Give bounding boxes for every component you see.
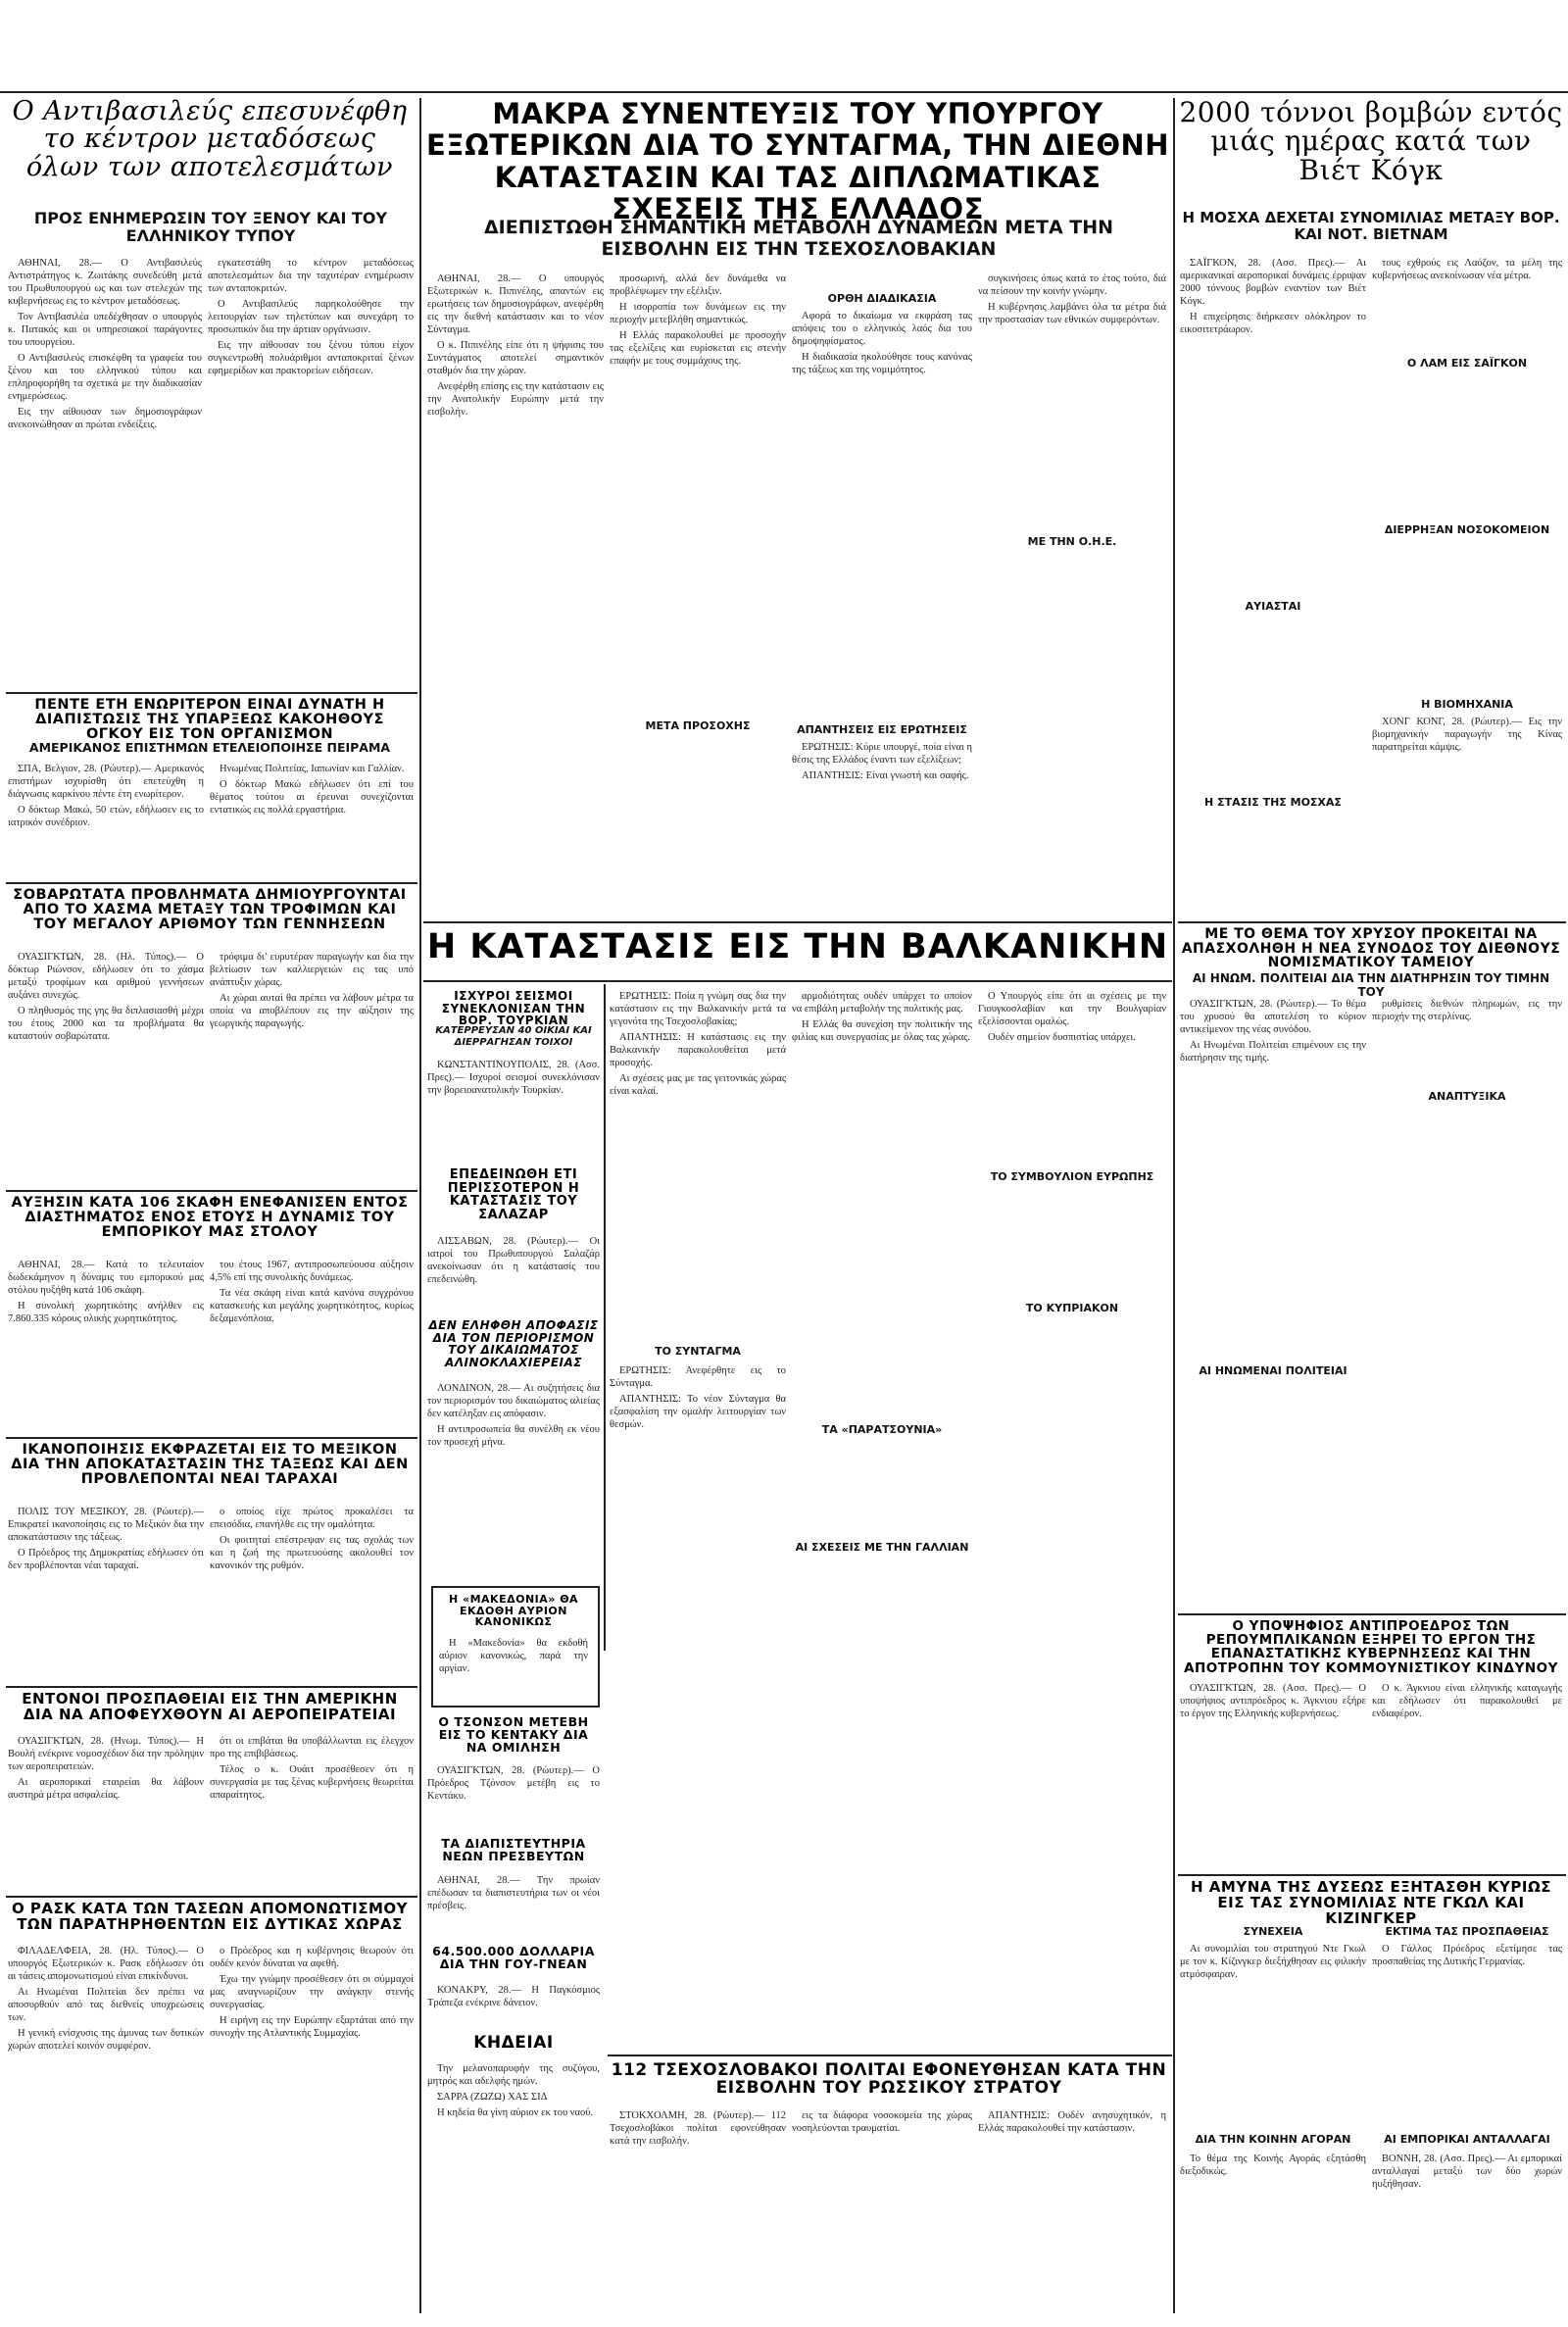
subheadline-mosxa: Η ΜΟΣΧΑ ΔΕΧΕΤΑΙ ΣΥΝΟΜΙΛΙΑΣ ΜΕΤΑΞΥ ΒΟΡ. ΚΑΙ ΝΟΤ. ΒΙΕΤΝΑΜ <box>1182 209 1560 244</box>
headline-apofasis: ΔΕΝ ΕΛΗΦΘΗ ΑΠΟΦΑΣΙΣ ΔΙΑ ΤΟΝ ΠΕΡΙΟΡΙΣΜΟΝ ΤΟΥ ΔΙΚΑΙΩΜΑΤΟΣ ΑΛΙΝΟΚΛΑΧΙΕΡΕΙΑΣ <box>428 1318 599 1369</box>
section-label: Ο ΛΑΜ ΕΙΣ ΣΑΪΓΚΟΝ <box>1406 357 1528 370</box>
article-body: ο οποίος είχε πρώτος προκαλέσει τα επεισόδια, επανήλθε εις την ομαλότητα. Οι φοιτηταί επέστρεψαν εις τας σχολάς των και η ζωή της πρωτευούσης ακολουθεί τον κανονικόν της ρυθμόν. <box>210 1507 414 1571</box>
article-body: ΠΟΛΙΣ ΤΟΥ ΜΕΞΙΚΟΥ, 28. (Ρώυτερ).— Επικρατεί ικανοποίησις εις το Μεξικόν δια την αποκατάστασιν της τάξεως. Ο Πρόεδρος της Δημοκρατίας εδήλωσεν ότι δεν προβλέπονται νέαι ταραχαί. <box>8 1507 204 1571</box>
article-body: ΑΘΗΝΑΙ, 28.— Ο υπουργός Εξωτερικών κ. Πιπινέλης, απαντών εις ερωτήσεις των δημοσιογράφων, ανεφέρθη εις την διεθνή κατάστασιν και το νέον Σύνταγμα. Ο κ. Πιπινέλης είπε ότι η ψήφισις του Συντάγματος αποτελεί σημαντικόν σταθμόν δια την χώραν. Ανεφέρθη επίσης εις την κατάστασιν εις την Ανατολικήν Ευρώπην μετά την εισβολήν. <box>427 273 604 418</box>
subheadline-oikiai: ΚΑΤΕΡΡΕΥΣΑΝ 40 ΟΙΚΙΑΙ ΚΑΙ ΔΙΕΡΡΑΓΗΣΑΝ ΤΟΙΧΟΙ <box>435 1025 592 1048</box>
article-body: Η «Μακεδονία» θα εκδοθή αύριον κανονικώς, παρά την αργίαν. <box>439 1638 588 1674</box>
article-body: Την μελανοπαρυφήν της συζύγου, μητρός και αδελφής ημών. ΣΑΡΡΑ (ΖΩΖΩ) ΧΑΣ ΣΙΔ Η κηδεία θα γίνη αύριον εκ του ναού. <box>427 2063 600 2118</box>
article-body: Αι συνομιλίαι του στρατηγού Ντε Γκωλ με τον κ. Κίζινγκερ διεξήχθησαν εις φιλικήν ατμόσφαιραν. <box>1180 1944 1366 1980</box>
section-rule <box>423 921 1172 923</box>
headline-tsexoslovakoi: 112 ΤΣΕΧΟΣΛΟΒΑΚΟΙ ΠΟΛΙΤΑΙ ΕΦΟΝΕΥΘΗΣΑΝ ΚΑΤΑ ΤΗΝ ΕΙΣΒΟΛΗΝ ΤΟΥ ΡΩΣΣΙΚΟΥ ΣΤΡΑΤΟΥ <box>611 2060 1167 2098</box>
section-label: ΑΙ ΕΜΠΟΡΙΚΑΙ ΑΝΤΑΛΛΑΓΑΙ <box>1384 2133 1550 2146</box>
headline-synentefxis: ΜΑΚΡΑ ΣΥΝΕΝΤΕΥΞΙΣ ΤΟΥ ΥΠΟΥΡΓΟΥ ΕΞΩΤΕΡΙΚΩΝ ΔΙΑ ΤΟ ΣΥΝΤΑΓΜΑ, ΤΗΝ ΔΙΕΘΝΗ ΚΑΤΑΣΤΑΣΙΝ ΚΑΙ ΤΑΣ ΔΙΠΛΩΜΑΤΙΚΑΣ ΣΧΕΣΕΙΣ ΤΗΣ ΕΛΛΑΔΟΣ <box>425 97 1170 226</box>
article-body: ΑΘΗΝΑΙ, 28.— Ο Αντιβασιλεύς Αντιστράτηγος κ. Ζωιτάκης συνεδεύθη μετά του Πρωθυπουργού ως και των στελεχών της κυβερνήσεως εις το κέντρον μεταδόσεως. Τον Αντιβασιλέα υπεδέχθησαν ο υπουργός κ. Πατακός και οι υπηρεσιακοί παράγοντες του υπουργείου. Ο Αντιβασιλεύς επισκέφθη τα γραφεία του ξένου και του ελληνικού τύπου και επληροφορήθη τα σχετικά με την διαδικασίαν ενημερώσεως. Εις την αίθουσαν των δημοσιογράφων ανεκοινώθησαν αι πρώται ενδείξεις. <box>8 258 202 430</box>
section-label: ΑΙ ΗΝΩΜΕΝΑΙ ΠΟΛΙΤΕΙΑΙ <box>1199 1364 1348 1377</box>
article-body: αρμοδιότητας ουδέν υπάρχει το οποίον να επιβάλη μεταβολήν της πολιτικής μας. Η Ελλάς θα συνεχίση την πολιτικήν της φιλίας και συνεργασίας με όλας τας χώρας. <box>792 991 972 1043</box>
headline-amyna: Η ΑΜΥΝΑ ΤΗΣ ΔΥΣΕΩΣ ΕΞΗΤΑΣΘΗ ΚΥΡΙΩΣ ΕΙΣ ΤΑΣ ΣΥΝΟΜΙΛΙΑΣ ΝΤΕ ΓΚΩΛ ΚΑΙ ΚΙΖΙΝΓΚΕΡ <box>1191 1878 1551 1927</box>
headline-presveutes: ΤΑ ΔΙΑΠΙΣΤΕΥΤΗΡΙΑ ΝΕΩΝ ΠΡΕΣΒΕΥΤΩΝ <box>441 1836 586 1864</box>
headline-tsonson: Ο ΤΣΟΝΣΟΝ ΜΕΤΕΒΗ ΕΙΣ ΤΟ ΚΕΝΤΑΚΥ ΔΙΑ ΝΑ ΟΜΙΛΗΣΗ <box>438 1714 589 1756</box>
column-divider <box>604 984 606 1651</box>
article-body: ρυθμίσεις διεθνών πληρωμών, εις την περιοχήν της στερλίνας. <box>1372 999 1562 1022</box>
section-label: ΑΠΑΝΤΗΣΕΙΣ ΕΙΣ ΕΡΩΤΗΣΕΙΣ <box>797 723 967 736</box>
article-body: Ο Γάλλος Πρόεδρος εξετίμησε τας προσπαθείας της Δυτικής Γερμανίας. <box>1372 1944 1562 1967</box>
headline-valkaniki: Η ΚΑΤΑΣΤΑΣΙΣ ΕΙΣ ΤΗΝ ΒΑΛΚΑΝΙΚΗΝ <box>426 927 1169 966</box>
section-rule <box>6 1896 417 1898</box>
section-label: ΜΕ ΤΗΝ Ο.Η.Ε. <box>1027 535 1117 548</box>
headline-kideiai: ΚΗΔΕΙΑΙ <box>473 2033 554 2053</box>
article-body: εις τα διάφορα νοσοκομεία της χώρας νοσηλεύονται τραυματίαι. <box>792 2110 972 2134</box>
headline-repoumplikanoi: Ο ΥΠΟΨΗΦΙΟΣ ΑΝΤΙΠΡΟΕΔΡΟΣ ΤΩΝ ΡΕΠΟΥΜΠΛΙΚΑΝΩΝ ΕΞΗΡΕΙ ΤΟ ΕΡΓΟΝ ΤΗΣ ΕΠΑΝΑΣΤΑΤΙΚΗΣ ΚΥΒΕΡΝΗΣΕΩΣ ΚΑΙ ΤΗΝ ΑΠΟΤΡΟΠΗΝ ΤΟΥ ΚΟΜΜΟΥΝΙΣΤΙΚΟΥ ΚΙΝΔΥΝΟΥ <box>1184 1618 1558 1676</box>
article-body: ΚΟΝΑΚΡΥ, 28.— Η Παγκόσμιος Τράπεζα ενέκρινε δάνειον. <box>427 1985 600 2008</box>
article-body: ΕΡΩΤΗΣΙΣ: Κύριε υπουργέ, ποία είναι η θέσις της Ελλάδος έναντι των εξελίξεων; ΑΠΑΝΤΗΣΙΣ: Είναι γνωστή και σαφής. <box>792 742 972 781</box>
section-label: ΑΝΑΠΤΥΞΙΚΑ <box>1428 1090 1506 1103</box>
section-label: ΤΟ ΣΥΝΤΑΓΜΑ <box>655 1345 741 1358</box>
section-label: ΔΙΑ ΤΗΝ ΚΟΙΝΗΝ ΑΓΟΡΑΝ <box>1195 2133 1351 2146</box>
article-body: Ο κ. Άγκνιου είναι ελληνικής καταγωγής και εδήλωσεν ότι παρακολουθεί με ενδιαφέρον. <box>1372 1683 1562 1719</box>
article-body: ΧΟΝΓ ΚΟΝΓ, 28. (Ρώυτερ).— Εις την βιομηχανικήν παραγωγήν της Κίνας παρατηρείται κάμψις. <box>1372 717 1562 753</box>
article-body: ΕΡΩΤΗΣΙΣ: Ανεφέρθητε εις το Σύνταγμα. ΑΠΑΝΤΗΣΙΣ: Το νέον Σύνταγμα θα εξασφαλίση την ομαλήν λειτουργίαν των θεσμών. <box>610 1365 786 1430</box>
section-label: ΕΚΤΙΜΑ ΤΑΣ ΠΡΟΣΠΑΘΕΙΑΣ <box>1385 1925 1549 1938</box>
article-body: ΟΥΑΣΙΓΚΤΩΝ, 28. (Ηλ. Τύπος).— Ο δόκτωρ Ριώνσον, εδήλωσεν ότι το χάσμα μεταξύ τροφίμων και αριθμού γεννήσεων αυξάνει συνεχώς. Ο πληθυσμός της γης θα διπλασιασθή μέχρι του έτους 2000 και τα προβλήματα θα καταστούν σοβαρώτατα. <box>8 952 204 1042</box>
section-label: ΔΙΕΡΡΗΞΑΝ ΝΟΣΟΚΟΜΕΙΟΝ <box>1384 523 1550 536</box>
article-body: ΦΙΛΑΔΕΛΦΕΙΑ, 28. (Ηλ. Τύπος).— Ο υπουργός Εξωτερικών κ. Ρασκ εδήλωσεν ότι αι τάσεις απομονωτισμού είναι επικίνδυνοι. Αι Ηνωμέναι Πολιτείαι δεν πρέπει να αποσυρθούν από τας διεθνείς υποχρεώσεις των. Η γενική ενίσχυσις της άμυνας των δυτικών χωρών αποτελεί κοινόν συμφέρον. <box>8 1946 204 2052</box>
article-body: τρόφιμα δι’ ευρυτέραν παραγωγήν και δια την βελτίωσιν των καλλιεργειών εις τας υπό ανάπτυξιν χώρας. Αι χώραι αυταί θα πρέπει να λάβουν μέτρα τα οποία να αποβλέπουν εις την αύξησιν της γεωργικής παραγωγής. <box>210 952 414 1029</box>
section-label: ΑΥΙΑΣΤΑΙ <box>1245 600 1301 613</box>
section-rule <box>1178 921 1566 923</box>
section-label: ΣΥΝΕΧΕΙΑ <box>1243 1925 1303 1938</box>
article-body: ΚΩΝΣΤΑΝΤΙΝΟΥΠΟΛΙΣ, 28. (Ασσ. Πρες).— Ισχυροί σεισμοί συνεκλόνισαν την βορειοανατολικήν Τουρκίαν. <box>427 1060 600 1096</box>
column-divider <box>1173 98 1175 2313</box>
article-body: ότι οι επιβάται θα υποβάλλωνται εις έλεγχον προ της επιβιβάσεως. Τέλος ο κ. Ουάιτ προσέθεσεν ότι η συνεργασία με τας ξένας κυβερνήσεις θεωρείται απαραίτητος. <box>210 1736 414 1801</box>
article-body: Ο Υπουργός είπε ότι αι σχέσεις με την Γιουγκοσλαβίαν και την Βουλγαρίαν εξελίσσονται ομαλώς. Ουδέν σημείον δυσπιστίας υπάρχει. <box>978 991 1166 1043</box>
section-rule <box>423 980 1172 982</box>
headline-mexikon: ΙΚΑΝΟΠΟΙΗΣΙΣ ΕΚΦΡΑΖΕΤΑΙ ΕΙΣ ΤΟ ΜΕΞΙΚΟΝ ΔΙΑ ΤΗΝ ΑΠΟΚΑΤΑΣΤΑΣΙΝ ΤΗΣ ΤΑΞΕΩΣ ΚΑΙ ΔΕΝ ΠΡΟΒΛΕΠΟΝΤΑΙ ΝΕΑΙ ΤΑΡΑΧΑΙ <box>11 1442 409 1488</box>
section-label: ΤΟ ΣΥΜΒΟΥΛΙΟΝ ΕΥΡΩΠΗΣ <box>990 1170 1154 1183</box>
headline-salazar: ΕΠΕΔΕΙΝΩΘΗ ΕΤΙ ΠΕΡΙΣΣΟΤΕΡΟΝ Η ΚΑΤΑΣΤΑΣΙΣ ΤΟΥ ΣΑΛΑΖΑΡ <box>447 1167 580 1222</box>
article-body: Αφορά το δικαίωμα να εκφράση τας απόψεις του ο ελληνικός λαός δια του δημοψηφίσματος. Η διαδικασία ηκολούθησε τους κανόνας της τάξεως και της νομιμότητος. <box>792 311 972 375</box>
article-body: ΣΑΪΓΚΟΝ, 28. (Ασσ. Πρες).— Αι αμερικανικαί αεροπορικαί δυνάμεις έρριψαν 2000 τόννους βομβών εναντίον των Βιέτ Κόγκ. Η επιχείρησις διήρκεσεν ολόκληρον το εικοσιτετράωρον. <box>1180 258 1366 335</box>
article-body: συγκινήσεις όπως κατά το έτος τούτο, διά να πείσουν την κοινήν γνώμην. Η κυβέρνησις λαμβάνει όλα τα μέτρα διά την προστασίαν των εθνικών συμφερόντων. <box>978 273 1166 325</box>
section-rule <box>1178 1874 1566 1876</box>
article-body: ΒΟΝΝΗ, 28. (Ασσ. Πρες).— Αι εμπορικαί ανταλλαγαί μεταξύ των δύο χωρών ηυξήθησαν. <box>1372 2154 1562 2190</box>
top-rule <box>0 91 1568 93</box>
section-label: ΜΕΤΑ ΠΡΟΣΟΧΗΣ <box>645 719 751 732</box>
subheadline-timi: ΑΙ ΗΝΩΜ. ΠΟΛΙΤΕΙΑΙ ΔΙΑ ΤΗΝ ΔΙΑΤΗΡΗΣΙΝ ΤΟΥ ΤΙΜΗΝ ΤΟΥ <box>1192 971 1550 999</box>
article-body: ΟΥΑΣΙΓΚΤΩΝ, 28. (Ασσ. Πρες).— Ο υποψήφιος αντιπρόεδρος κ. Άγκνιου εξήρε το έργον της Ελληνικής κυβερνήσεως. <box>1180 1683 1366 1719</box>
headline-antivasilefs: Ο Αντιβασιλεύς επεσυνέφθη το κέντρον μεταδόσεως όλων των αποτελεσμάτων <box>12 96 408 182</box>
headline-rask: Ο ΡΑΣΚ ΚΑΤΑ ΤΩΝ ΤΑΣΕΩΝ ΑΠΟΜΟΝΩΤΙΣΜΟΥ ΤΩΝ ΠΑΡΑΤΗΡΗΘΕΝΤΩΝ ΕΙΣ ΔΥΤΙΚΑΣ ΧΩΡΑΣ <box>11 1900 409 1933</box>
article-body: τους εχθρούς εις Λαόζον, τα μέλη της κυβερνήσεως ανεκοίνωσαν νέα μέτρα. <box>1372 258 1562 281</box>
article-body: του έτους 1967, αντιπροσωπεύουσα αύξησιν 4,5% επί της συνολικής δυνάμεως. Τα νέα σκάφη είναι κατά κανόνα συγχρόνου κατασκευής και μεγάλης χωρητικότητος, κυρίως δεξαμενόπλοια. <box>210 1260 414 1324</box>
article-body: ΛΙΣΣΑΒΩΝ, 28. (Ρώυτερ).— Οι ιατροί του Πρωθυπουργού Σαλαζάρ ανεκοίνωσαν ότι η κατάστασίς του επεδεινώθη. <box>427 1236 600 1285</box>
section-rule <box>6 692 417 694</box>
article-body: ΑΠΑΝΤΗΣΙΣ: Ουδέν ανησυχητικόν, η Ελλάς παρακολουθεί την κατάστασιν. <box>978 2110 1166 2134</box>
headline-tonnoi-vomvon: 2000 τόννοι βομβών εντός μιάς ημέρας κατά των Βιέτ Κόγκ <box>1179 96 1563 186</box>
article-body: ΑΘΗΝΑΙ, 28.— Την πρωίαν επέδωσαν τα διαπιστευτήρια των οι νέοι πρέσβεις. <box>427 1875 600 1911</box>
section-label: ΤΑ «ΠΑΡΑΤΣΟΥΝΙΑ» <box>821 1423 943 1436</box>
article-body: ΛΟΝΔΙΝΟΝ, 28.— Αι συζητήσεις δια τον περιορισμόν του δικαιώματος αλιείας δεν κατέληξαν εις απόφασιν. Η αντιπροσωπεία θα συνέλθη εκ νέου τον προσεχή μήνα. <box>427 1383 600 1448</box>
headline-emporikos-stolos: ΑΥΞΗΣΙΝ ΚΑΤΑ 106 ΣΚΑΦΗ ΕΝΕΦΑΝΙΣΕΝ ΕΝΤΟΣ ΔΙΑΣΤΗΜΑΤΟΣ ΕΝΟΣ ΕΤΟΥΣ Η ΔΥΝΑΜΙΣ ΤΟΥ ΕΜΠΟΡΙΚΟΥ ΜΑΣ ΣΤΟΛΟΥ <box>11 1195 409 1241</box>
section-label: ΟΡΘΗ ΔΙΑΔΙΚΑΣΙΑ <box>827 292 937 305</box>
headline-aeropeirateiai: ΕΝΤΟΝΟΙ ΠΡΟΣΠΑΘΕΙΑΙ ΕΙΣ ΤΗΝ ΑΜΕΡΙΚΗΝ ΔΙΑ ΝΑ ΑΠΟΦΕΥΧΘΟΥΝ ΑΙ ΑΕΡΟΠΕΙΡΑΤΕΙΑΙ <box>22 1690 398 1723</box>
article-body: ΟΥΑΣΙΓΚΤΩΝ, 28. (Ρώυτερ).— Ο Πρόεδρος Τζόνσον μετέβη εις το Κεντάκυ. <box>427 1765 600 1802</box>
section-rule <box>608 2055 1172 2056</box>
section-rule <box>6 882 417 884</box>
article-body: ο Πρόεδρος και η κυβέρνησις θεωρούν ότι ουδέν κενόν δύναται να αφεθή. Έχω την γνώμην προσέθεσεν ότι οι σύμμαχοί μας αναγνωρίζουν την ανάγκην στενής συνεργασίας. Η ειρήνη εις την Ευρώπην εξαρτάται από την συνοχήν της Ατλαντικής Συμμαχίας. <box>210 1946 414 2039</box>
headline-xrysos: ΜΕ ΤΟ ΘΕΜΑ ΤΟΥ ΧΡΥΣΟΥ ΠΡΟΚΕΙΤΑΙ ΝΑ ΑΠΑΣΧΟΛΗΘΗ Η ΝΕΑ ΣΥΝΟΔΟΣ ΤΟΥ ΔΙΕΘΝΟΥΣ ΝΟΜΙΣΜΑΤΙΚΟΥ ΤΑΜΕΙΟΥ <box>1181 926 1561 971</box>
subheadline-peirama: ΑΜΕΡΙΚΑΝΟΣ ΕΠΙΣΤΗΜΩΝ ΕΤΕΛΕΙΟΠΟΙΗΣΕ ΠΕΙΡΑΜΑ <box>28 740 391 755</box>
article-body: ΣΠΑ, Βελγιον, 28. (Ρώυτερ).— Αμερικανός επιστήμων ισχυρίσθη ότι επετεύχθη η διάγνωσις καρκίνου πέντε έτη ενωρίτερον. Ο δόκτωρ Μακώ, 50 ετών, εδήλωσεν εις το ιατρικόν συνέδριον. <box>8 764 204 828</box>
article-body: Το θέμα της Κοινής Αγοράς εξητάσθη διεξοδικώς. <box>1180 2154 1366 2177</box>
section-rule <box>6 1190 417 1192</box>
section-rule <box>1178 1613 1566 1615</box>
article-body: ΟΥΑΣΙΓΚΤΩΝ, 28. (Ρώυτερ).— Το θέμα του χρυσού θα αποτελέση το κύριον αντικείμενον της νέας συνόδου. Αι Ηνωμέναι Πολιτείαι επιμένουν εις την διατήρησιν της τιμής. <box>1180 999 1366 1064</box>
section-label: ΤΟ ΚΥΠΡΙΑΚΟΝ <box>1025 1302 1119 1314</box>
section-label: ΑΙ ΣΧΕΣΕΙΣ ΜΕ ΤΗΝ ΓΑΛΛΙΑΝ <box>795 1541 969 1554</box>
section-rule <box>6 1437 417 1439</box>
article-body: ΕΡΩΤΗΣΙΣ: Ποία η γνώμη σας δια την κατάστασιν εις την Βαλκανικήν μετά τα γεγονότα της Τσεχοσλοβακίας; ΑΠΑΝΤΗΣΙΣ: Η κατάστασις εις την Βαλκανικήν παρακολουθείται μετά προσοχής. Αι σχέσεις μας με τας γειτονικάς χώρας είναι καλαί. <box>610 991 786 1097</box>
column-divider <box>419 98 421 2313</box>
headline-seismoi: ΙΣΧΥΡΟΙ ΣΕΙΣΜΟΙ ΣΥΝΕΚΛΟΝΙΣΑΝ ΤΗΝ ΒΟΡ. ΤΟΥΡΚΙΑΝ <box>441 989 586 1028</box>
headline-dollaria: 64.500.000 ΔΟΛΛΑΡΙΑ ΔΙΑ ΤΗΝ ΓΟΥ-ΓΝΕΑΝ <box>432 1944 595 1972</box>
section-label: Η ΒΙΟΜΗΧΑΝΙΑ <box>1421 698 1513 711</box>
article-body: εγκατεστάθη το κέντρον μεταδόσεως αποτελεσμάτων δια την ταχυτέραν ενημέρωσιν των ανταποκριτών. Ο Αντιβασιλεύς παρηκολούθησε την λειτουργίαν των τηλετύπων και συνεχάρη το προσωπικόν δια την άρτιαν οργάνωσιν. Εις την αίθουσαν του ξένου τύπου είχον συγκεντρωθή πολυάριθμοι ανταποκριταί ξένων εφημερίδων και πρακτορείων ειδήσεων. <box>208 258 414 376</box>
headline-trofimon: ΣΟΒΑΡΩΤΑΤΑ ΠΡΟΒΛΗΜΑΤΑ ΔΗΜΙΟΥΡΓΟΥΝΤΑΙ ΑΠΟ ΤΟ ΧΑΣΜΑ ΜΕΤΑΞΥ ΤΩΝ ΤΡΟΦΙΜΩΝ ΚΑΙ ΤΟΥ ΜΕΓΑΛΟΥ ΑΡΙΘΜΟΥ ΤΩΝ ΓΕΝΝΗΣΕΩΝ <box>13 887 407 933</box>
article-body: προσωρινή, αλλά δεν δυνάμεθα να προβλέψωμεν την εξέλιξιν. Η ισορροπία των δυνάμεων εις την περιοχήν μετεβλήθη σημαντικώς. Η Ελλάς παρακολουθεί με προσοχήν τας εξελίξεις και ευρίσκεται εις στενήν επαφήν με τους συμμάχους της. <box>610 273 786 367</box>
section-label: Η ΣΤΑΣΙΣ ΤΗΣ ΜΟΣΧΑΣ <box>1204 796 1342 809</box>
subheadline-metavoli-dynameon: ΔΙΕΠΙΣΤΩΘΗ ΣΗΜΑΝΤΙΚΗ ΜΕΤΑΒΟΛΗ ΔΥΝΑΜΕΩΝ ΜΕΤΑ ΤΗΝ ΕΙΣΒΟΛΗΝ ΕΙΣ ΤΗΝ ΤΣΕΧΟΣΛΟΒΑΚΙΑΝ <box>483 217 1114 260</box>
article-body: ΟΥΑΣΙΓΚΤΩΝ, 28. (Ηνωμ. Τύπος).— Η Βουλή ενέκρινε νομοσχέδιον δια την πρόληψιν των αεροπειρατειών. Αι αεροπορικαί εταιρείαι θα λάβουν αυστηρά μέτρα ασφαλείας. <box>8 1736 204 1801</box>
article-body: ΑΘΗΝΑΙ, 28.— Κατά το τελευταίον δωδεκάμηνον η δύναμις του εμπορικού μας στόλου ηυξήθη κατά 106 σκάφη. Η συνολική χωρητικότης ανήλθεν εις 7.860.335 κόρους ολικής χωρητικότητος. <box>8 1260 204 1324</box>
article-body: Ηνωμένας Πολιτείας, Ιαπωνίαν και Γαλλίαν. Ο δόκτωρ Μακώ εδήλωσεν ότι επί του θέματος τούτου αι έρευναι συνεχίζονται εντατικώς εις πολλά εργαστήρια. <box>210 764 414 816</box>
headline-makedonia: Η «ΜΑΚΕΔΟΝΙΑ» ΘΑ ΕΚΔΟΘΗ ΑΥΡΙΟΝ ΚΑΝΟΝΙΚΩΣ <box>448 1593 579 1629</box>
article-body: ΣΤΟΚΧΟΛΜΗ, 28. (Ρώυτερ).— 112 Τσεχοσλοβάκοι πολίται εφονεύθησαν κατά την εισβολήν. <box>610 2110 786 2147</box>
subheadline-enimerosin: ΠΡΟΣ ΕΝΗΜΕΡΩΣΙΝ ΤΟΥ ΞΕΝΟΥ ΚΑΙ ΤΟΥ ΕΛΛΗΝΙΚΟΥ ΤΥΠΟΥ <box>33 209 388 246</box>
section-rule <box>6 1686 417 1688</box>
headline-kakoithous-ogkou: ΠΕΝΤΕ ΕΤΗ ΕΝΩΡΙΤΕΡΟΝ ΕΙΝΑΙ ΔΥΝΑΤΗ Η ΔΙΑΠΙΣΤΩΣΙΣ ΤΗΣ ΥΠΑΡΞΕΩΣ ΚΑΚΟΗΘΟΥΣ ΟΓΚΟΥ ΕΙΣ ΤΟΝ ΟΡΓΑΝΙΣΜΟΝ <box>34 697 385 743</box>
